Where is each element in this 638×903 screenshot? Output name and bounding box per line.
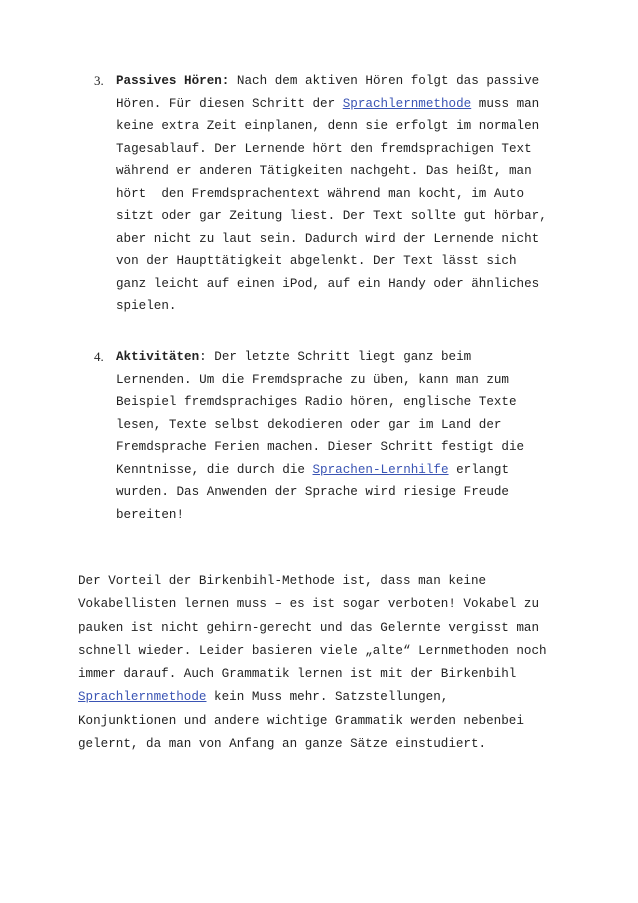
text-fragment: Hören. Für diesen Schritt der xyxy=(116,96,343,111)
sprachlernmethode-link[interactable]: Sprachlernmethode xyxy=(342,96,472,111)
text-line: gelernt, da man von Anfang an ganze Sätze einstudiert. xyxy=(78,737,487,752)
list-number: 3. xyxy=(94,73,104,88)
text-line: während er anderen Tätigkeiten nachgeht. Das heißt, man xyxy=(116,164,532,178)
text-line: hört den Fremdsprachentext während man kocht, im Auto xyxy=(116,186,525,201)
text-fragment: Kenntnisse, die durch die xyxy=(116,462,313,477)
text-line: keine extra Zeit einplanen, denn sie erfolgt im normalen xyxy=(116,119,540,133)
text-line: von der Haupttätigkeit abgelenkt. Der Text lässt sich xyxy=(116,254,517,268)
text-line: spielen. xyxy=(116,299,177,313)
text-fragment: kein Muss mehr. Satzstellungen, xyxy=(206,690,449,705)
text-line xyxy=(116,70,586,93)
text-fragment: Nach dem aktiven Hören folgt das passive xyxy=(229,74,540,88)
sprachlernmethode-link[interactable]: Sprachlernmethode xyxy=(78,690,207,705)
text-line: Beispiel fremdsprachiges Radio hören, englische Texte xyxy=(116,395,517,409)
text-fragment: erlangt xyxy=(448,462,510,477)
body-paragraph xyxy=(78,570,578,756)
list-item-body xyxy=(116,70,586,318)
text-line: Vokabellisten lernen muss – es ist sogar verboten! Vokabel zu xyxy=(78,597,540,612)
text-line xyxy=(116,346,586,369)
text-line: Fremdsprache Ferien machen. Dieser Schritt festigt die xyxy=(116,440,525,454)
text-fragment: : Der letzte Schritt liegt ganz beim xyxy=(199,350,472,364)
text-line: Der Vorteil der Birkenbihl-Methode ist, dass man keine xyxy=(78,574,487,588)
text-line: ganz leicht auf einen iPod, auf ein Handy oder ähnliches xyxy=(116,276,540,291)
text-line xyxy=(78,686,578,709)
text-line: Konjunktionen und andere wichtige Grammatik werden nebenbei xyxy=(78,713,524,728)
item-heading: Passives Hören: xyxy=(116,74,230,88)
text-line: aber nicht zu laut sein. Dadurch wird der Lernende nicht xyxy=(116,231,540,246)
text-line: Lernenden. Um die Fremdsprache zu üben, kann man zum xyxy=(116,372,509,387)
text-line xyxy=(116,459,586,482)
text-line: lesen, Texte selbst dekodieren oder gar im Land der xyxy=(116,417,502,432)
text-line: immer darauf. Auch Grammatik lernen ist mit der Birkenbihl xyxy=(78,667,517,682)
text-line: Tagesablauf. Der Lernende hört den fremdsprachigen Text xyxy=(116,141,532,156)
text-line xyxy=(116,93,586,116)
sprachen-lernhilfe-link[interactable]: Sprachen-Lernhilfe xyxy=(312,462,449,477)
text-line: wurden. Das Anwenden der Sprache wird riesige Freude xyxy=(116,485,509,499)
text-line: pauken ist nicht gehirn-gerecht und das Gelernte vergisst man xyxy=(78,620,540,635)
text-line: schnell wieder. Leider basieren viele „alte“ Lernmethoden noch xyxy=(78,643,547,658)
item-heading: Aktivitäten xyxy=(116,350,200,364)
list-number: 4. xyxy=(94,349,104,364)
list-item-body xyxy=(116,346,586,526)
text-fragment: muss man xyxy=(471,96,540,111)
text-line: sitzt oder gar Zeitung liest. Der Text sollte gut hörbar, xyxy=(116,209,547,223)
text-line: bereiten! xyxy=(116,507,185,522)
